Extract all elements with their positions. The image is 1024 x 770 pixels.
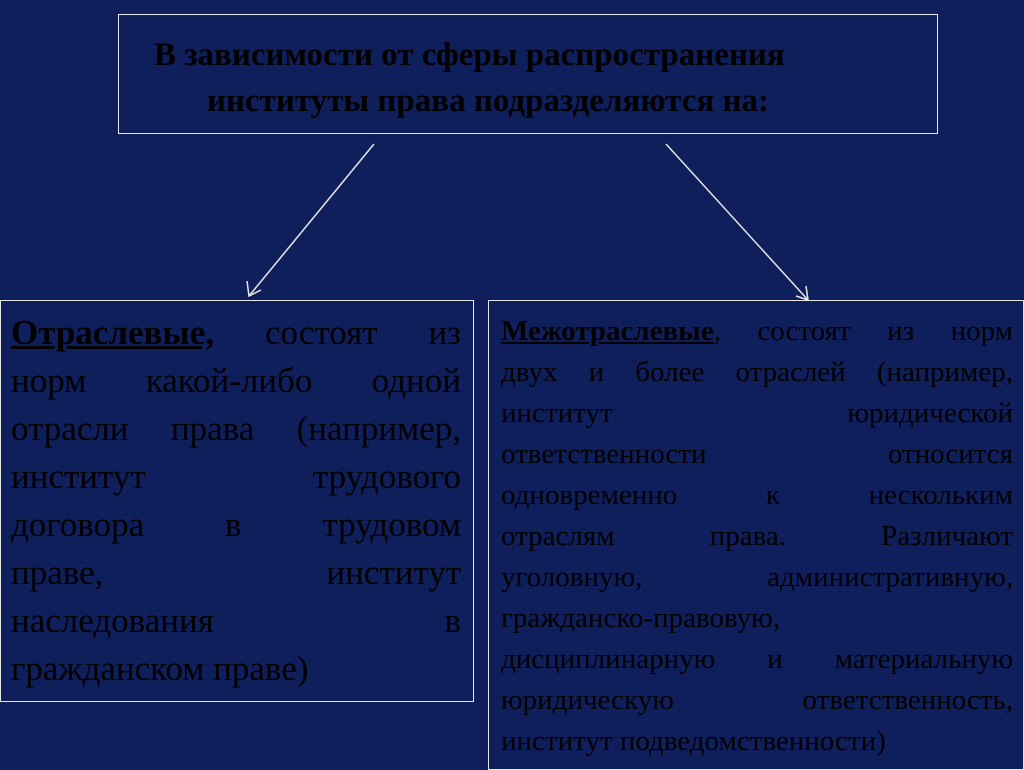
right-line-2: двух и более отраслей (например,: [501, 356, 1013, 388]
right-line-10: юридическую ответственность,: [501, 684, 1013, 716]
title-line-1: В зависимости от сферы распространения: [154, 37, 785, 73]
right-line-5: одновременно к нескольким: [501, 479, 1013, 511]
left-line-6: праве, институт: [11, 553, 461, 592]
right-line-3: институт юридической: [501, 397, 1013, 429]
arrow-right: [666, 144, 808, 300]
arrow-left: [249, 144, 374, 296]
right-line-4: ответственности относится: [501, 438, 1013, 470]
left-line-2: норм какой-либо одной: [11, 361, 461, 400]
left-line-4: институт трудового: [11, 457, 461, 496]
left-line-3: отрасли права (например,: [11, 409, 461, 448]
title-line-2: институты права подразделяются на:: [207, 83, 769, 119]
sectoral-institutes-box: [0, 300, 474, 702]
left-line-8: гражданском праве): [11, 649, 309, 688]
intersectoral-term: Межотраслевые: [501, 315, 714, 347]
right-line-9: дисциплинарную и материальную: [501, 643, 1013, 675]
left-line-1: Отраслевые, состоят из: [11, 313, 461, 352]
right-line-11: институт подведомственности): [501, 725, 886, 757]
sectoral-term: Отраслевые,: [11, 313, 215, 352]
left-line-7: наследования в: [11, 601, 461, 640]
right-line-6: отраслям права. Различают: [501, 520, 1013, 552]
right-line-8: гражданско-правовую,: [501, 602, 781, 634]
right-line-1: Межотраслевые, состоят из норм: [501, 315, 1013, 347]
left-line-5: договора в трудовом: [11, 505, 461, 544]
intersectoral-institutes-box: [488, 300, 1024, 770]
right-line-7: уголовную, административную,: [501, 561, 1013, 593]
